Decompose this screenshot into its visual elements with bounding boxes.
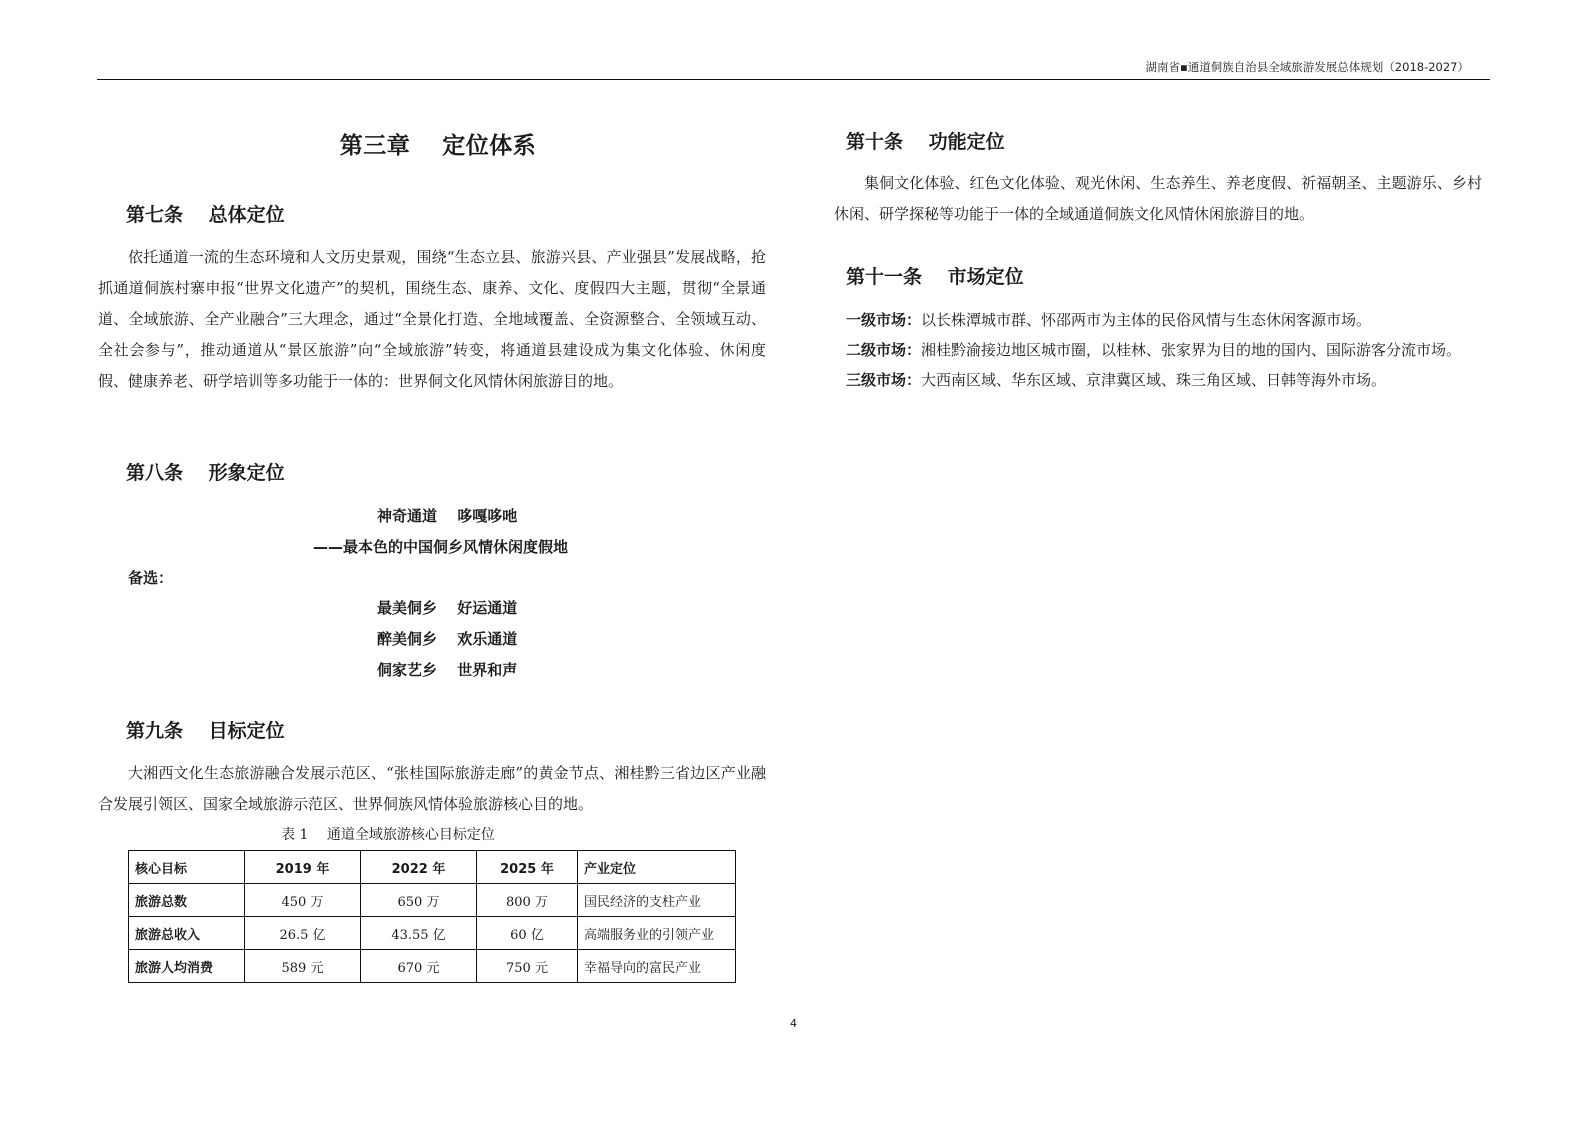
market-text: 湘桂黔渝接边地区城市圈，以桂林、张家界为目的地的国内、国际游客分流市场。 bbox=[921, 341, 1462, 359]
table-header-cell: 核心目标 bbox=[129, 851, 245, 884]
table-header-cell: 产业定位 bbox=[578, 851, 736, 884]
table-header-row bbox=[129, 851, 736, 884]
slogan-main: 神奇通道 哆嘎哆吔 bbox=[377, 507, 518, 525]
market-secondary bbox=[846, 339, 1461, 360]
alternative-slogan-3: 侗家艺乡 世界和声 bbox=[377, 661, 518, 679]
table-header-cell: 2025 年 bbox=[477, 851, 578, 884]
alternative-slogan-2: 醉美侗乡 欢乐通道 bbox=[377, 630, 518, 648]
table-cell: 43.55 亿 bbox=[361, 917, 477, 950]
table-cell: 幸福导向的富民产业 bbox=[578, 950, 736, 983]
market-text: 大西南区域、华东区域、京津冀区域、珠三角区域、日韩等海外市场。 bbox=[921, 371, 1387, 389]
table-cell: 650 万 bbox=[361, 884, 477, 917]
table-caption: 表 1 通道全域旅游核心目标定位 bbox=[281, 827, 495, 843]
table-cell: 旅游总数 bbox=[129, 884, 245, 917]
table-row bbox=[129, 950, 736, 983]
alternative-slogan-1: 最美侗乡 好运通道 bbox=[377, 599, 518, 617]
table-cell: 450 万 bbox=[245, 884, 361, 917]
table-cell: 高端服务业的引领产业 bbox=[578, 917, 736, 950]
table-cell: 670 元 bbox=[361, 950, 477, 983]
article-10-text: 集侗文化体验、红色文化体验、观光休闲、生态养生、养老度假、祈福朝圣、主题游乐、乡村休闲、研学探秘等功能于一体的全域通道侗族文化风情休闲旅游目的地。 bbox=[834, 174, 1482, 223]
alternatives-label: 备选： bbox=[128, 569, 174, 587]
document-title: 湖南省▪通道侗族自治县全域旅游发展总体规划（2018-2027） bbox=[1145, 60, 1469, 74]
table-cell: 589 元 bbox=[245, 950, 361, 983]
table-cell: 750 元 bbox=[477, 950, 578, 983]
article-11-heading: 第十一条 市场定位 bbox=[846, 266, 1024, 288]
market-label: 三级市场： bbox=[846, 371, 922, 389]
table-cell: 800 万 bbox=[477, 884, 578, 917]
table-cell: 60 亿 bbox=[477, 917, 578, 950]
article-10-heading: 第十条 功能定位 bbox=[846, 131, 1005, 153]
table-cell: 旅游人均消费 bbox=[129, 950, 245, 983]
header-rule bbox=[97, 79, 1490, 80]
table-header-cell: 2022 年 bbox=[361, 851, 477, 884]
article-7-heading: 第七条 总体定位 bbox=[126, 204, 285, 226]
table-cell: 国民经济的支柱产业 bbox=[578, 884, 736, 917]
article-8-heading: 第八条 形象定位 bbox=[126, 462, 285, 484]
table-cell: 26.5 亿 bbox=[245, 917, 361, 950]
chapter-title: 第三章 定位体系 bbox=[339, 133, 537, 159]
market-label: 二级市场： bbox=[846, 341, 922, 359]
goals-table bbox=[128, 850, 736, 983]
table-header-cell: 2019 年 bbox=[245, 851, 361, 884]
page-number: 4 bbox=[790, 1017, 797, 1030]
table-row bbox=[129, 917, 736, 950]
article-9-text: 大湘西文化生态旅游融合发展示范区、“张桂国际旅游走廊”的黄金节点、湘桂黔三省边区产业融合发展引领区、国家全域旅游示范区、世界侗族风情体验旅游核心目的地。 bbox=[98, 764, 766, 813]
market-label: 一级市场： bbox=[846, 311, 922, 329]
article-9-heading: 第九条 目标定位 bbox=[126, 720, 285, 742]
table-row bbox=[129, 884, 736, 917]
market-primary bbox=[846, 309, 1371, 330]
table-cell: 旅游总收入 bbox=[129, 917, 245, 950]
article-7-text: 依托通道一流的生态环境和人文历史景观，围绕“生态立县、旅游兴县、产业强县”发展战略，抢抓通道侗族村寨申报“世界文化遗产”的契机，围绕生态、康养、文化、度假四大主题，贯彻“全景通道、全域旅游、全产业融合”三大理念，通过“全景化打造、全地域覆盖、全资源整合、全领域互动、全社会参与”，推动通道从“景区旅游”向“全域旅游”转变，将通道县建设成为集文化体验、休闲度假、健康养老、研学培训等多功能于一体的：世界侗文化风情休闲旅游目的地。 bbox=[98, 248, 766, 390]
market-text: 以长株潭城市群、怀邵两市为主体的民俗风情与生态休闲客源市场。 bbox=[921, 311, 1372, 329]
slogan-sub: ——最本色的中国侗乡风情休闲度假地 bbox=[313, 538, 569, 556]
market-tertiary bbox=[846, 369, 1386, 390]
